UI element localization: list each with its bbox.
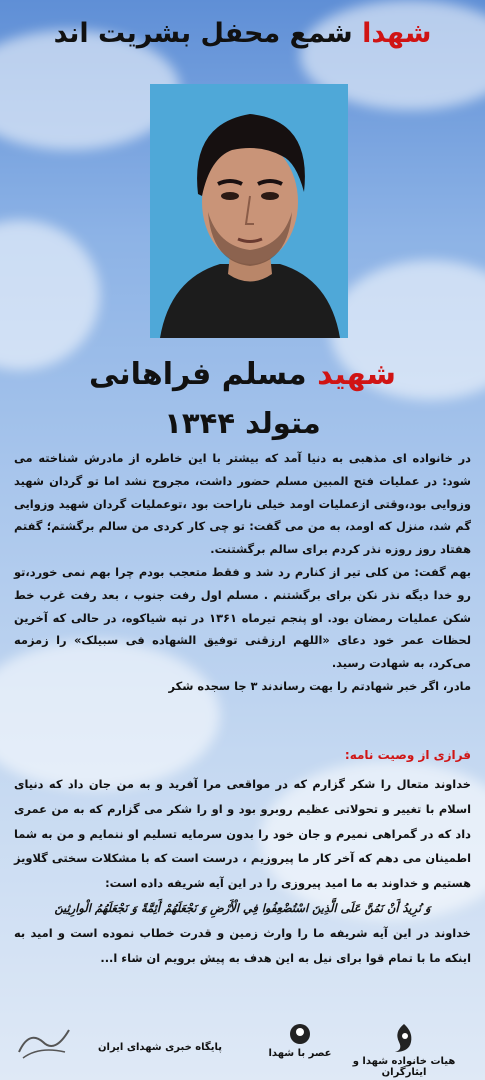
title-rest: شمع محفل بشریت اند [53, 18, 353, 49]
bio-paragraph: در خانواده ای مذهبی به دنیا آمد که بیشتر با این خاطره از مادرش شناخته می شود: در عملیات فتح المبین مسلم حضور داشت، مجروح نشد اما تو گردان شهید وزوایی بود،وقتی ازعملیات اومد خیلی ناراحت بود ،توعملیات گردان شهید وزوایی گم شد، منزل که اومد، به من می گفت: تو چی کار کردی من سالم برگشتم؛ گفتم هفتاد روز روزه نذر کردم برای سالم برگشتنت. [14, 451, 471, 557]
asr-logo-text: عصر با شهدا [268, 1048, 332, 1059]
will-closing: خداوند در این آیه شریفه ما را وارث زمین و قدرت خطاب نموده است و امید به اینکه ما با تمام قوا برای نیل به این هدف به پیش برویم ان شاء ا... [14, 925, 471, 965]
will-heading: فرازی از وصیت نامه: [344, 748, 471, 762]
footer [0, 1022, 485, 1080]
quran-verse: وَ نُرِيدُ أَنْ نَمُنَّ عَلَى الَّذِينَ اسْتُضْعِفُوا فِي الْأَرْضِ وَ نَجْعَلَهُمْ أَئِمَّةً وَ نَجْعَلَهُمُ الْوارِثِينَ [54, 900, 431, 915]
footer-org1-label: هیات خانواده شهدا و ایثارگران [352, 1056, 456, 1078]
name-prefix: شهید [317, 357, 396, 392]
title-highlight: شهدا [362, 18, 432, 49]
will-text [14, 772, 471, 970]
cloud [0, 220, 100, 370]
name-text: مسلم فراهانی [89, 357, 307, 392]
bio-paragraph: مادر، اگر خبر شهادتم را بهت رساندند ۳ جا سجده شکر [168, 678, 471, 693]
birth-year: متولد ۱۳۴۴ [164, 406, 321, 440]
footer-org-news [85, 1042, 235, 1053]
portrait-image [150, 84, 348, 338]
martyr-name [0, 357, 485, 392]
biography [14, 447, 471, 698]
will-paragraph: خداوند متعال را شکر گزارم که در مواقعی مرا آفرید و به من جان داد که دنیای اسلام با تغییر و تحولاتی عظیم روبرو بود و او را شکر می گزارم که به من عمری داد که در گمراهی نمیرم و جان خود را بدون سرمایه تسلیم او ننمایم و من به شما اطمینان می دهم که آخر کار ما پیروزیم ، درست است که با مشکلات سختی گلاویز هستیم و خداوند به ما امید پیروزی را در این آیه شریفه داده است: [14, 777, 471, 891]
footer-org2-label: پایگاه خبری شهدای ایران [97, 1042, 223, 1053]
families-logo-icon [389, 1022, 419, 1054]
bio-paragraph: بهم گفت: من کلی تیر از کنارم رد شد و فقط متعجب بودم چرا بهم نمی خورد،تو رو خدا دیگه نذر نکن برای برگشتنم . مسلم اول رفت جنوب ، بعد رفت غرب خط شکن عملیات رمضان بود. او پنجم تیرماه ۱۳۶۱ در تپه شیاکوه، در حالی که آخرین لحظات عمر خود دعای «اللهم ارزقنی توفیق الشهاده فی سبیلک» را زمزمه می‌کرد، به شهادت رسید. [14, 564, 471, 671]
asr-ba-shohada-logo-icon [283, 1022, 317, 1046]
shohada-iran-calligraphy-icon [15, 1022, 75, 1062]
page-title [0, 18, 485, 49]
footer-shohada-logo [10, 1022, 80, 1064]
footer-asr-logo [235, 1022, 365, 1059]
martyr-portrait [150, 84, 348, 338]
